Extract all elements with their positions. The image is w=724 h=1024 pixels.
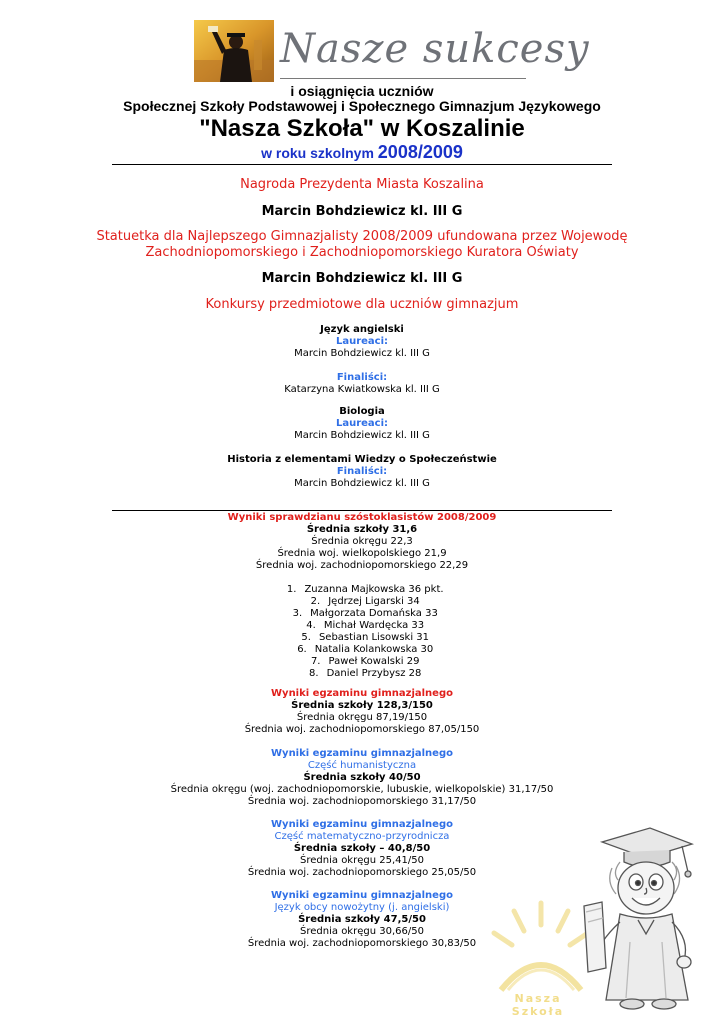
award-title-president: Nagroda Prezydenta Miasta Koszalina	[240, 177, 484, 192]
school-average: Średnia szkoły – 40,8/50	[293, 843, 431, 854]
header-line-school: Społecznej Szkoły Podstawowej i Społecznego Gimnazjum Językowego	[123, 98, 601, 114]
exam-math-heading: Wyniki egzaminu gimnazjalnego	[271, 819, 453, 830]
school-year-line	[0, 142, 724, 163]
school-year-prefix: w roku szkolnym	[261, 145, 378, 161]
award-winner-president: Marcin Bohdziewicz kl. III G	[261, 204, 463, 219]
page-title: "Nasza Szkoła" w Koszalinie	[199, 115, 525, 142]
ranking-item: 6. Natalia Kolankowska 30	[297, 644, 434, 655]
laureate-name: Marcin Bohdziewicz kl. III G	[294, 430, 430, 441]
banner-rule	[280, 78, 526, 79]
award-title-statuette-line2: Zachodniopomorskiego i Zachodniopomorskiego Kuratora Oświaty	[145, 245, 579, 260]
school-average: Średnia szkoły 31,6	[306, 524, 418, 535]
zachodniopomorskie-average: Średnia woj. zachodniopomorskiego 31,17/50	[247, 796, 477, 807]
middle-divider	[112, 510, 612, 511]
zachodniopomorskie-average: Średnia woj. zachodniopomorskiego 30,83/50	[247, 938, 477, 949]
award-winner-statuette: Marcin Bohdziewicz kl. III G	[261, 271, 463, 286]
exam-language-heading: Wyniki egzaminu gimnazjalnego	[271, 890, 453, 901]
logo-text: Nasza Szkoła	[511, 992, 565, 1018]
school-average: Średnia szkoły 47,5/50	[298, 914, 426, 925]
wielkopolskie-average: Średnia woj. wielkopolskiego 21,9	[277, 548, 447, 559]
ranking-item: 4. Michał Wardęcka 33	[306, 620, 425, 631]
sixth-grade-heading: Wyniki sprawdzianu szóstoklasistów 2008/2009	[227, 512, 497, 523]
zachodniopomorskie-average: Średnia woj. zachodniopomorskiego 22,29	[255, 560, 469, 571]
ranking-item: 7. Paweł Kowalski 29	[310, 656, 420, 667]
exam-part-label: Język obcy nowożytny (j. angielski)	[274, 902, 450, 913]
header-banner	[194, 20, 590, 82]
contest-history	[0, 454, 724, 490]
exam-total-heading: Wyniki egzaminu gimnazjalnego	[271, 688, 453, 699]
ranking-item: 3. Małgorzata Domańska 33	[292, 608, 438, 619]
district-average: Średnia okręgu (woj. zachodniopomorskie, lubuskie, wielkopolskie) 31,17/50	[170, 784, 554, 795]
school-average: Średnia szkoły 40/50	[303, 772, 421, 783]
zachodniopomorskie-average: Średnia woj. zachodniopomorskiego 87,05/150	[244, 724, 480, 735]
finalists-label: Finaliści:	[336, 466, 388, 477]
subject-english: Język angielski	[320, 324, 404, 335]
district-average: Średnia okręgu 25,41/50	[300, 855, 424, 866]
ranking-item: 2. Jędrzej Ligarski 34	[310, 596, 420, 607]
header-line-students: i osiągnięcia uczniów	[290, 83, 434, 99]
subject-biology: Biologia	[339, 406, 385, 417]
exam-total-results	[0, 688, 724, 736]
district-average: Średnia okręgu 30,66/50	[300, 926, 424, 937]
exam-part-label: Część matematyczno-przyrodnicza	[274, 831, 450, 842]
sixth-grade-results	[0, 512, 724, 572]
ranking-item: 8. Daniel Przybysz 28	[309, 668, 422, 679]
exam-humanities-results	[0, 748, 724, 808]
finalists-label: Finaliści:	[336, 372, 388, 383]
finalist-name: Katarzyna Kwiatkowska kl. III G	[284, 384, 440, 395]
exam-humanities-heading: Wyniki egzaminu gimnazjalnego	[271, 748, 453, 759]
ranking-item: 5. Sebastian Lisowski 31	[301, 632, 430, 643]
district-average: Średnia okręgu 87,19/150	[296, 712, 428, 723]
laureates-label: Laureaci:	[335, 418, 389, 429]
laureate-name: Marcin Bohdziewicz kl. III G	[294, 348, 430, 359]
exam-part-label: Część humanistyczna	[307, 760, 417, 771]
school-year-value: 2008/2009	[377, 142, 463, 162]
contests-heading: Konkursy przedmiotowe dla uczniów gimnazjum	[205, 297, 519, 312]
finalist-name: Marcin Bohdziewicz kl. III G	[294, 478, 430, 489]
laureates-label: Laureaci:	[335, 336, 389, 347]
student-ranking	[0, 584, 724, 680]
banner-title: Nasze sukcesy	[280, 26, 590, 72]
subject-history: Historia z elementami Wiedzy o Społeczeństwie	[227, 454, 497, 465]
graduate-mascot-icon	[572, 822, 717, 1012]
zachodniopomorskie-average: Średnia woj. zachodniopomorskiego 25,05/50	[247, 867, 477, 878]
district-average: Średnia okręgu 22,3	[311, 536, 413, 547]
contest-english	[0, 324, 724, 396]
ranking-item: 1. Zuzanna Majkowska 36 pkt.	[286, 584, 444, 595]
contest-biology	[0, 406, 724, 442]
graduate-photo	[194, 20, 274, 82]
top-divider	[112, 164, 612, 165]
award-title-statuette-line1: Statuetka dla Najlepszego Gimnazjalisty 2008/2009 ufundowana przez Wojewodę	[96, 229, 628, 244]
school-average: Średnia szkoły 128,3/150	[291, 700, 433, 711]
